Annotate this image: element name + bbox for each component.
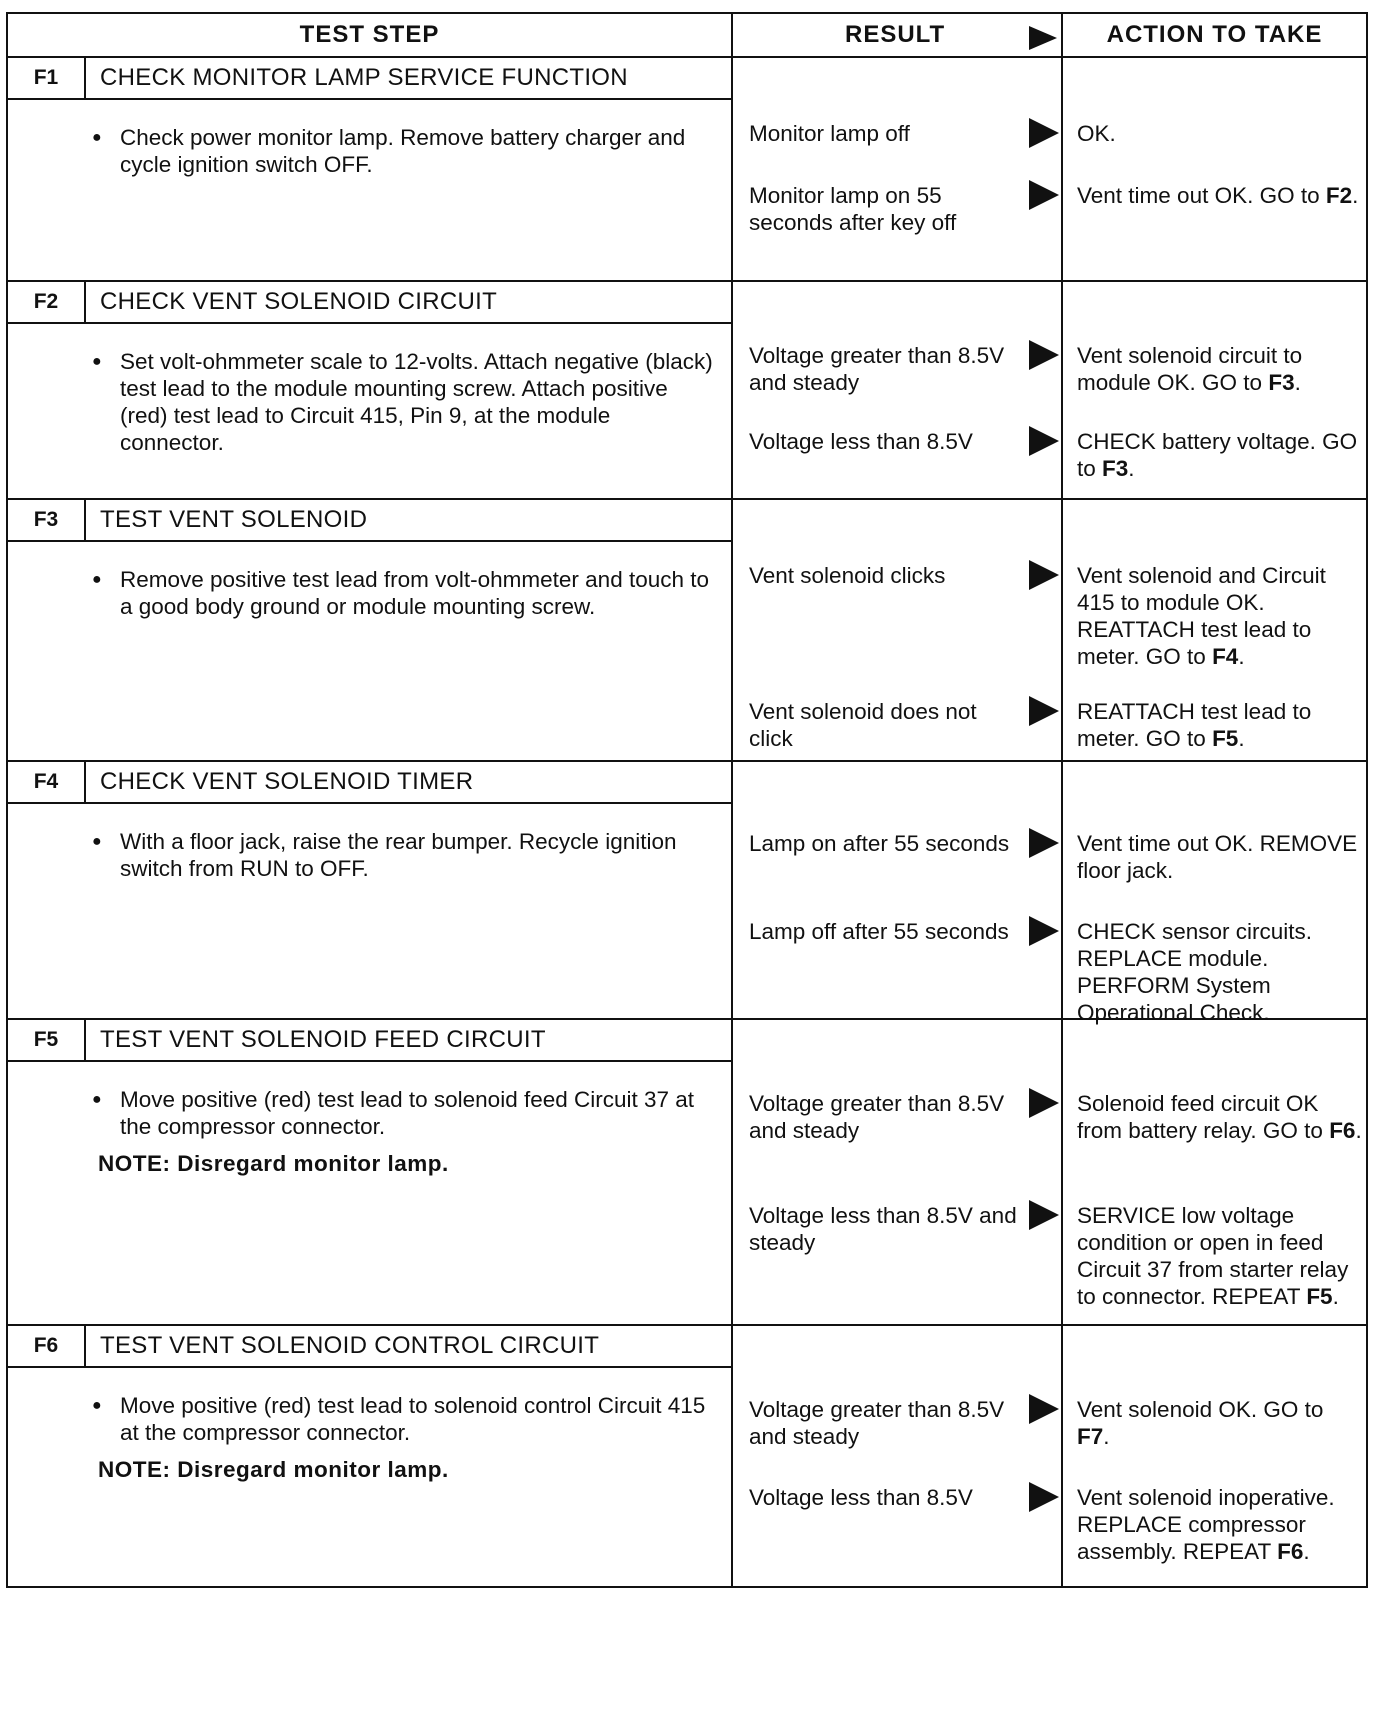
result-text: Lamp off after 55 seconds [749,919,1009,944]
arrow-right-icon [1029,1200,1059,1230]
action-cell [1063,282,1366,498]
step-header [8,500,731,542]
action-label: Solenoid feed circuit OK from battery relay. GO to [1077,1091,1323,1143]
action-text: SERVICE low voltage condition or open in feed Circuit 37 from starter relay to connector. REPEAT F5. [1077,1203,1349,1309]
result-cell [733,500,1063,760]
step-row-f2 [6,282,1368,500]
step-title: TEST VENT SOLENOID [100,506,368,533]
goto-step: F3 [1268,370,1295,395]
step-header [8,1326,731,1368]
arrow-right-icon [1029,426,1059,456]
action-label: REATTACH test lead to meter. GO to [1077,699,1312,751]
action-label: Vent time out OK. REMOVE floor jack. [1077,831,1358,883]
step-header [8,58,731,100]
action-text: REATTACH test lead to meter. GO to F5. [1077,699,1312,751]
step-id: F2 [8,282,86,322]
action-label: Vent solenoid circuit to module OK. GO to [1077,343,1303,395]
result-text: Voltage greater than 8.5V and steady [749,1397,1005,1449]
action-label: OK. [1077,121,1116,146]
action-text [1077,918,1362,1026]
action-cell [1063,1326,1366,1586]
action-cell [1063,762,1366,1025]
result-cell [733,1020,1063,1324]
goto-step: F4 [1212,644,1239,669]
diagnostic-table [6,12,1368,1588]
header-test-step-cell [8,14,733,56]
action-text [1077,120,1362,147]
result-text: Voltage less than 8.5V and steady [749,1203,1017,1255]
goto-step: F5 [1306,1284,1333,1309]
step-body [8,100,731,178]
action-text: Solenoid feed circuit OK from battery relay. GO to F6. [1077,1091,1362,1143]
step-body [8,542,731,620]
step-instruction: ● Move positive (red) test lead to solenoid feed Circuit 37 at the compressor connector. [92,1086,719,1140]
step-title: CHECK VENT SOLENOID CIRCUIT [100,288,498,315]
header-result-cell [733,14,1063,56]
result-text: Voltage greater than 8.5V and steady [749,1091,1005,1143]
step-row-f3 [6,500,1368,762]
step-body [8,1368,731,1483]
step-header [8,282,731,324]
step-row-f4 [6,762,1368,1025]
step-instruction: ● Set volt-ohmmeter scale to 12-volts. Attach negative (black) test lead to the module mounting screw. Attach positive (red) test lead to Circuit 415, Pin 9, at the module connector. [92,348,719,456]
step-title: TEST VENT SOLENOID CONTROL CIRCUIT [100,1332,600,1359]
result-text: Voltage less than 8.5V [749,1485,973,1510]
result-text: Voltage less than 8.5V [749,429,973,454]
test-step-cell [8,1326,733,1586]
action-text: Vent solenoid OK. GO to F7. [1077,1397,1324,1449]
step-row-f1 [6,58,1368,282]
step-row-f6 [6,1326,1368,1588]
result-text: Monitor lamp on 55 seconds after key off [749,183,957,235]
result-text: Lamp on after 55 seconds [749,831,1010,856]
test-step-cell [8,282,733,498]
step-title: CHECK VENT SOLENOID TIMER [100,768,474,795]
action-cell [1063,58,1366,280]
action-text [1077,830,1362,884]
step-id: F5 [8,1020,86,1060]
step-title: TEST VENT SOLENOID FEED CIRCUIT [100,1026,546,1053]
header-action: ACTION TO TAKE [1106,21,1323,48]
result-cell [733,1326,1063,1586]
header-result: RESULT [845,21,946,48]
step-note: NOTE: Disregard monitor lamp. [98,1457,449,1482]
arrow-right-icon [1029,916,1059,946]
table-header [6,12,1368,58]
step-instruction: ● With a floor jack, raise the rear bumper. Recycle ignition switch from RUN to OFF. [92,828,719,882]
step-row-f5 [6,1020,1368,1326]
test-step-cell [8,58,733,280]
result-cell [733,282,1063,498]
arrow-right-icon [1029,560,1059,590]
arrow-right-icon [1029,696,1059,726]
result-text: Voltage greater than 8.5V and steady [749,343,1005,395]
action-text: Vent solenoid and Circuit 415 to module OK. REATTACH test lead to meter. GO to F4. [1077,563,1326,669]
arrow-right-icon [1029,180,1059,210]
arrow-right-icon [1029,340,1059,370]
goto-step: F3 [1102,456,1129,481]
arrow-right-icon [1029,118,1059,148]
step-body [8,1062,731,1177]
goto-step: F6 [1277,1539,1304,1564]
action-text: Vent time out OK. GO to F2. [1077,183,1359,208]
action-text: Vent solenoid inoperative. REPLACE compressor assembly. REPEAT F6. [1077,1485,1335,1564]
header-action-cell [1063,14,1366,56]
arrow-right-icon [1029,26,1057,50]
test-step-cell [8,1020,733,1324]
step-header [8,1020,731,1062]
step-instruction: ● Check power monitor lamp. Remove battery charger and cycle ignition switch OFF. [92,124,719,178]
result-text: Vent solenoid does not click [749,699,977,751]
test-step-cell [8,762,733,1018]
step-id: F1 [8,58,86,98]
action-label: Vent solenoid OK. GO to [1077,1397,1324,1422]
step-note: NOTE: Disregard monitor lamp. [98,1151,449,1176]
result-text: Vent solenoid clicks [749,563,946,588]
action-label: Vent solenoid and Circuit 415 to module OK. REATTACH test lead to meter. GO to [1077,563,1326,669]
step-id: F6 [8,1326,86,1366]
goto-step: F2 [1325,183,1353,208]
result-text: Monitor lamp off [749,121,910,146]
action-label: Vent time out OK. GO to [1077,183,1320,208]
action-text: Vent solenoid circuit to module OK. GO to F3. [1077,343,1303,395]
step-instruction: ● Move positive (red) test lead to solenoid control Circuit 415 at the compressor connector. [92,1392,719,1446]
action-cell [1063,500,1366,760]
arrow-right-icon [1029,1088,1059,1118]
arrow-right-icon [1029,1482,1059,1512]
arrow-right-icon [1029,828,1059,858]
step-list [6,58,1368,1588]
goto-step: F7 [1077,1424,1104,1449]
result-cell [733,58,1063,280]
step-instruction: ● Remove positive test lead from volt-ohmmeter and touch to a good body ground or module mounting screw. [92,566,719,620]
action-text: CHECK battery voltage. GO to F3. [1077,429,1358,481]
action-label: Vent solenoid inoperative. REPLACE compressor assembly. REPEAT [1077,1485,1335,1564]
goto-step: F5 [1212,726,1239,751]
test-step-cell [8,500,733,760]
action-label: SERVICE low voltage condition or open in feed Circuit 37 from starter relay to connector. REPEAT [1077,1203,1349,1309]
step-title: CHECK MONITOR LAMP SERVICE FUNCTION [100,64,628,91]
action-label: CHECK sensor circuits. REPLACE module. PERFORM System Operational Check. [1077,919,1313,1025]
step-body [8,804,731,882]
arrow-right-icon [1029,1394,1059,1424]
step-body [8,324,731,456]
header-test-step: TEST STEP [299,21,440,48]
step-id: F3 [8,500,86,540]
goto-step: F6 [1329,1118,1356,1143]
action-cell [1063,1020,1366,1324]
action-label: CHECK battery voltage. GO to [1077,429,1358,481]
step-header [8,762,731,804]
step-id: F4 [8,762,86,802]
result-cell [733,762,1063,1018]
